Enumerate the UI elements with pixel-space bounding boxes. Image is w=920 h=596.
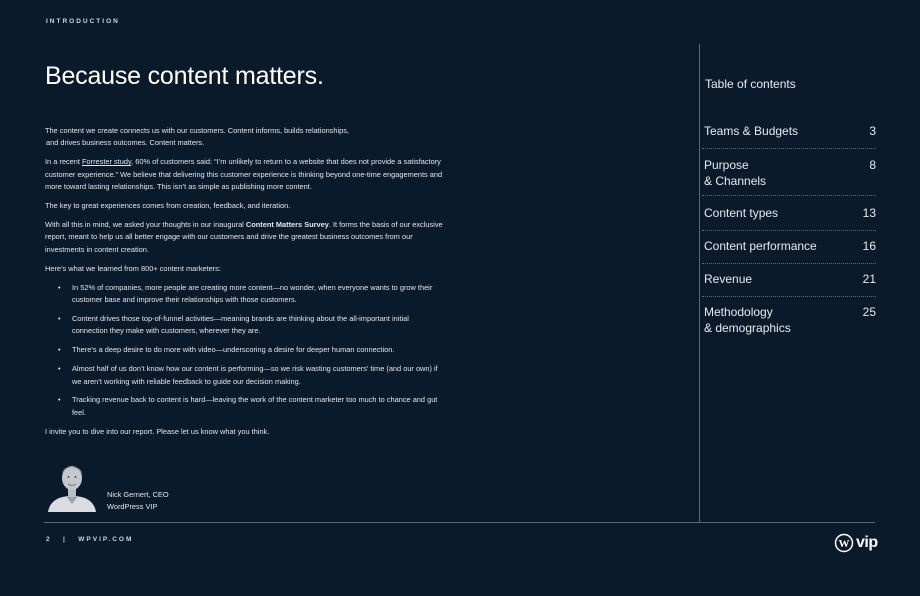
logo-mark: W	[838, 538, 850, 550]
toc-title: Table of contents	[705, 77, 796, 91]
toc-item-label: Content performance	[704, 239, 817, 253]
list-item-text: In 52% of companies, more people are creating more content—no wonder, when everyone wants to grow their customer base and improve their relationships with those customers.	[72, 282, 433, 304]
toc-item-page: 13	[862, 206, 876, 220]
paragraph-key: The key to great experiences comes from creation, feedback, and iteration.	[45, 201, 291, 211]
column-divider	[699, 44, 700, 523]
findings-list	[45, 282, 445, 420]
paragraph-survey	[45, 219, 445, 256]
paragraph-closing: I invite you to dive into our report. Please let us know what you think.	[45, 426, 270, 436]
toc-item-content-performance[interactable]	[702, 231, 876, 264]
list-item-text: Tracking revenue back to content is hard—leaving the work of the content marketer too much to chance and gut feel.	[72, 395, 438, 417]
toc-item-label-line2: & Channels	[704, 174, 767, 188]
list-item-text: Content drives those top-of-funnel activities—meaning brands are thinking about the all-important initial connection they make with customers, wherever they are.	[72, 313, 409, 336]
wpvip-logo	[834, 533, 878, 553]
toc-item-content-types[interactable]	[702, 196, 876, 231]
paragraph-forrester-pre: In a recent	[45, 157, 82, 167]
bullet-dot: •	[58, 395, 61, 405]
footer-site-link[interactable]: WPVIP.COM	[78, 536, 134, 543]
list-item	[45, 363, 445, 388]
signature-text	[107, 489, 169, 513]
toc-item-page: 16	[862, 239, 876, 253]
signature-company: WordPress VIP	[107, 502, 158, 511]
toc-item-label: Revenue	[704, 272, 753, 286]
toc-item-page: 21	[862, 272, 876, 286]
toc-item-purpose-channels[interactable]	[702, 149, 876, 196]
paragraph-learned: Here’s what we learned from 800+ content marketers:	[45, 263, 221, 273]
paragraph-survey-pre: With all this in mind, we asked your thoughts in our inaugural	[45, 219, 246, 229]
bullet-dot: •	[58, 345, 61, 355]
section-label: INTRODUCTION	[46, 18, 120, 25]
footer-separator: |	[63, 536, 67, 543]
paragraph-intro-line1: The content we create connects us with our customers. Content informs, builds relationships,	[45, 126, 349, 135]
ceo-portrait	[44, 458, 100, 512]
survey-name: Content Matters Survey	[245, 219, 329, 229]
paragraph-intro	[45, 125, 445, 150]
toc-item-label	[704, 304, 791, 336]
toc-item-label	[704, 157, 766, 189]
bullet-dot: •	[58, 313, 61, 323]
toc-item-label: Teams & Budgets	[704, 124, 799, 138]
logo-text: vip	[856, 534, 878, 551]
toc-item-label-line1: Methodology	[704, 305, 773, 319]
toc-item-methodology[interactable]	[702, 297, 876, 342]
toc-item-page: 8	[869, 158, 876, 172]
intro-body	[45, 125, 445, 445]
paragraph-intro-line2: and drives business outcomes. Content matters.	[46, 138, 205, 148]
forrester-study-link[interactable]: Forrester study	[81, 157, 132, 167]
toc-item-teams-budgets[interactable]	[702, 116, 876, 149]
list-item	[45, 313, 445, 338]
bullet-dot: •	[58, 282, 61, 292]
list-item-text: Almost half of us don’t know how our content is performing—so we risk wasting customers’ time (and our own) if we aren’t working with reliable feedback to guide our decision making.	[72, 364, 438, 386]
page-title: Because content matters.	[45, 62, 324, 90]
toc-item-label: Content types	[704, 206, 779, 220]
list-item-text: There’s a deep desire to do more with video—underscoring a desire for deeper human connection.	[72, 345, 395, 355]
table-of-contents	[702, 116, 876, 342]
paragraph-forrester	[45, 156, 445, 193]
list-item	[45, 282, 445, 307]
signature-name: Nick Gernert, CEO	[107, 490, 169, 499]
list-item	[45, 344, 445, 356]
footer-rule	[44, 522, 875, 523]
bullet-dot: •	[58, 364, 61, 374]
list-item	[45, 394, 445, 419]
paragraph-survey-post: . It forms the basis of our exclusive report, meant to help us all better engage with our customers and drive the greatest business outcomes from our investments in content creation.	[45, 219, 443, 254]
toc-item-page: 25	[862, 305, 876, 319]
toc-item-page: 3	[869, 124, 876, 138]
toc-item-label-line2: & demographics	[704, 321, 791, 335]
page-number: 2	[46, 536, 52, 543]
toc-item-revenue[interactable]	[702, 264, 876, 297]
toc-item-label-line1: Purpose	[704, 158, 749, 172]
footer-info	[46, 536, 133, 543]
paragraph-forrester-post: , 60% of customers said: “I’m unlikely to return to a website that does not provide a satisfactory customer experience.” We believe that delivering this customer experience is thinking beyond one-time engagements and more toward lasting relationships. This isn’t as simple as publishing more content.	[45, 157, 443, 192]
wordpress-logo-icon	[834, 533, 854, 553]
